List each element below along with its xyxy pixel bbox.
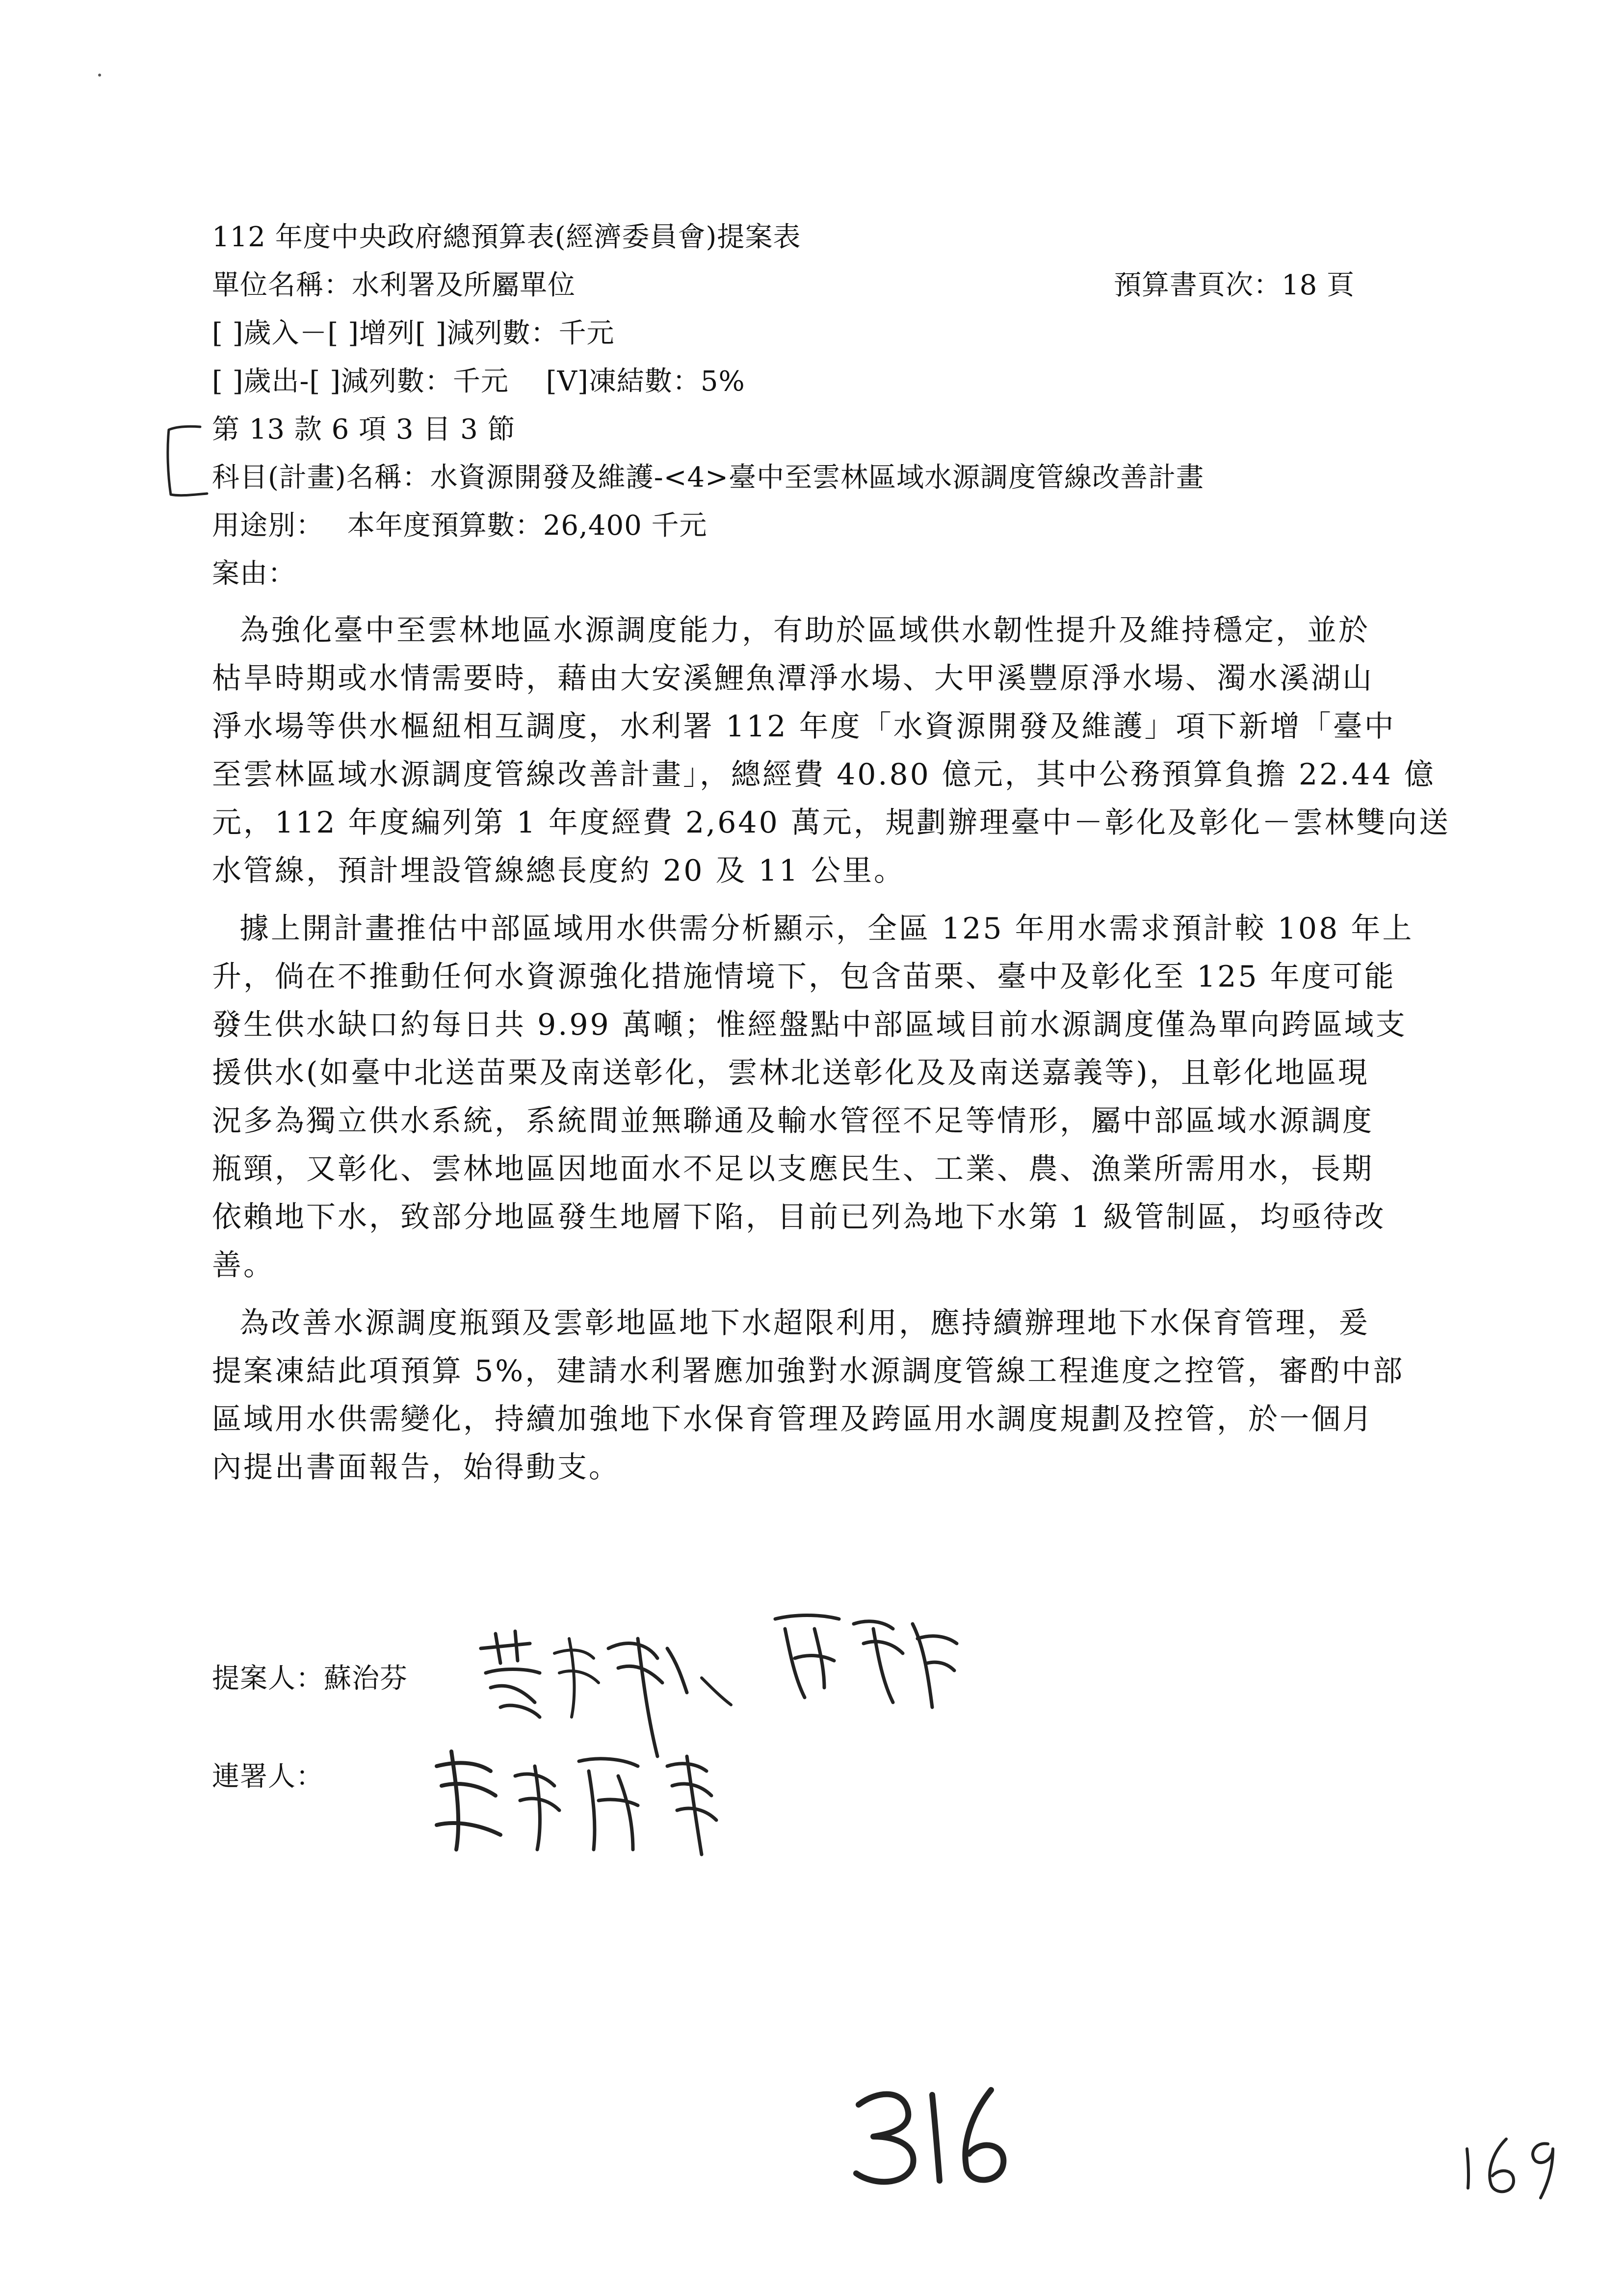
proposer-label: 提案人：蘇治芬 — [212, 1663, 408, 1695]
paragraph-line: 為改善水源調度瓶頸及雲彰地區地下水超限利用，應持續辦理地下水保育管理，爰 — [239, 1306, 1370, 1340]
paragraph-line: 依賴地下水，致部分地區發生地層下陷，目前已列為地下水第 1 級管制區，均亟待改 — [212, 1200, 1386, 1234]
handwritten-page-number — [844, 2075, 1021, 2193]
hand-drawn-bracket — [156, 421, 215, 504]
paragraph-line: 內提出書面報告，始得動支。 — [212, 1450, 620, 1485]
second-signature — [765, 1599, 981, 1727]
usage-line: 用途別： 本年度預算數：26,400 千元 — [212, 510, 707, 542]
scan-speck — [98, 74, 101, 77]
budget-page-reference: 預算書頁次：18 頁 — [1114, 269, 1355, 301]
form-title: 112 年度中央政府總預算表(經濟委員會)提案表 — [212, 221, 801, 253]
subject-line: 科目(計畫)名稱：水資源開發及維護-<4>臺中至雲林區域水源調度管線改善計畫 — [212, 462, 1205, 494]
reason-label: 案由： — [212, 558, 296, 590]
paragraph-line: 枯旱時期或水情需要時，藉由大安溪鯉魚潭淨水場、大甲溪豐原淨水場、濁水溪湖山 — [212, 661, 1374, 696]
paragraph-line: 瓶頸，又彰化、雲林地區因地面水不足以支應民生、工業、農、漁業所需用水，長期 — [212, 1152, 1374, 1186]
paragraph-line: 況多為獨立供水系統，系統間並無聯通及輸水管徑不足等情形，屬中部區域水源調度 — [212, 1104, 1374, 1138]
paragraph-line: 升，倘在不推動任何水資源強化措施情境下，包含苗栗、臺中及彰化至 125 年度可能 — [212, 960, 1396, 994]
paragraph-line: 提案凍結此項預算 5%，建請水利署應加強對水源調度管線工程進度之控管，審酌中部 — [212, 1354, 1405, 1388]
paragraph-line: 為強化臺中至雲林地區水源調度能力，有助於區域供水韌性提升及維持穩定，並於 — [239, 613, 1370, 648]
handwritten-corner-number — [1452, 2119, 1570, 2203]
paragraph-line: 淨水場等供水樞紐相互調度，水利署 112 年度「水資源開發及維護」項下新增「臺中 — [212, 709, 1396, 744]
paragraph-line: 元，112 年度編列第 1 年度經費 2,640 萬元，規劃辦理臺中－彰化及彰化－雲林雙向送 — [212, 806, 1450, 840]
paragraph-line: 善。 — [212, 1248, 275, 1282]
paragraph-line: 區域用水供需變化，持續加強地下水保育管理及跨區用水調度規劃及控管，於一個月 — [212, 1402, 1374, 1436]
paragraph-line: 至雲林區域水源調度管線改善計畫」，總經費 40.80 億元，其中公務預算負擔 22.44 億 — [212, 757, 1436, 792]
paragraph-line: 據上開計畫推估中部區域用水供需分析顯示，全區 125 年用水需求預計較 108 年上 — [239, 912, 1414, 946]
paragraph-line: 水管線，預計埋設管線總長度約 20 及 11 公里。 — [212, 854, 905, 888]
cosigner-signature — [422, 1737, 775, 1864]
section-line: 第 13 款 6 項 3 目 3 節 — [212, 414, 516, 445]
paragraph-line: 發生供水缺口約每日共 9.99 萬噸；惟經盤點中部區域目前水源調度僅為單向跨區域支 — [212, 1008, 1407, 1042]
cosigner-label: 連署人： — [212, 1761, 324, 1793]
expenditure-line: [ ]歲出-[ ]減列數：千元 [V]凍結數：5% — [212, 365, 745, 397]
unit-name: 單位名稱：水利署及所屬單位 — [212, 269, 576, 301]
revenue-line: [ ]歲入－[ ]增列[ ]減列數：千元 — [212, 317, 615, 349]
paragraph-line: 援供水(如臺中北送苗栗及南送彰化，雲林北送彰化及及南送嘉義等)，且彰化地區現 — [212, 1056, 1369, 1090]
